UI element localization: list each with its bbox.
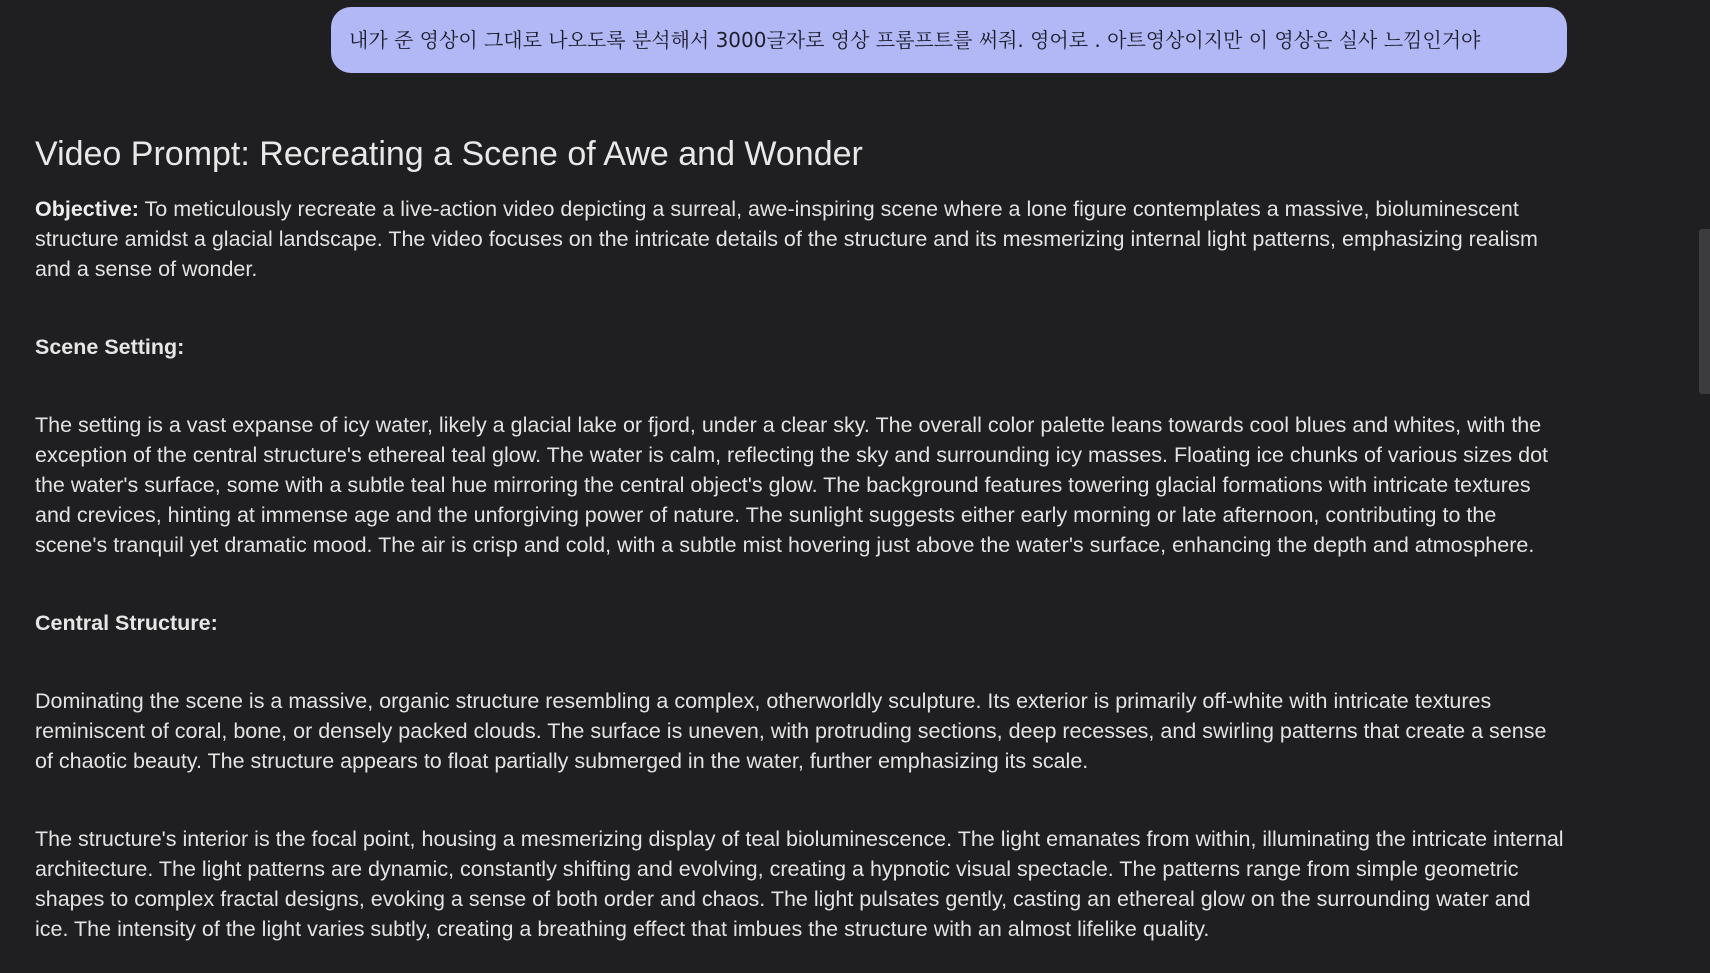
user-message-bubble: 내가 준 영상이 그대로 나오도록 분석해서 3000글자로 영상 프롬프트를 써줘. 영어로 . 아트영상이지만 이 영상은 실사 느낌인거야 [331,7,1567,73]
response-title: Video Prompt: Recreating a Scene of Awe and Wonder [35,135,863,173]
central-structure-paragraph-2: The structure's interior is the focal point, housing a mesmerizing display of teal bioluminescence. The light emanates from within, illuminating the intricate internal architecture. The light patterns are dynamic, constantly shifting and evolving, creating a hypnotic visual spectacle. The patterns range from simple geometric shapes to complex fractal designs, evoking a sense of both order and chaos. The light pulsates gently, casting an ethereal glow on the surrounding water and ice. The intensity of the light varies subtly, creating a breathing effect that imbues the structure with an almost lifelike quality. [35,827,1564,941]
assistant-response [35,130,1565,944]
objective-label: Objective: [35,197,139,221]
objective-text: To meticulously recreate a live-action video depicting a surreal, awe-inspiring scene where a lone figure contemplates a massive, bioluminescent structure amidst a glacial landscape. The video focuses on the intricate details of the structure and its mesmerizing internal light patterns, emphasizing realism and a sense of wonder. [35,197,1538,281]
objective-paragraph [35,194,1565,284]
scene-setting-heading: Scene Setting: [35,335,185,359]
scrollbar-thumb[interactable] [1699,229,1710,394]
scene-setting-paragraph: The setting is a vast expanse of icy water, likely a glacial lake or fjord, under a clear sky. The overall color palette leans towards cool blues and whites, with the exception of the central structure's ethereal teal glow. The water is calm, reflecting the sky and surrounding icy masses. Floating ice chunks of various sizes dot the water's surface, some with a subtle teal hue mirroring the central object's glow. The background features towering glacial formations with intricate textures and crevices, hinting at immense age and the unforgiving power of nature. The sunlight suggests either early morning or late afternoon, contributing to the scene's tranquil yet dramatic mood. The air is crisp and cold, with a subtle mist hovering just above the water's surface, enhancing the depth and atmosphere. [35,413,1549,557]
central-structure-paragraph-1: Dominating the scene is a massive, organic structure resembling a complex, otherworldly sculpture. Its exterior is primarily off-white with intricate textures reminiscent of coral, bone, or densely packed clouds. The surface is uneven, with protruding sections, deep recesses, and swirling patterns that create a sense of chaotic beauty. The structure appears to float partially submerged in the water, further emphasizing its scale. [35,689,1547,773]
central-structure-heading: Central Structure: [35,611,218,635]
